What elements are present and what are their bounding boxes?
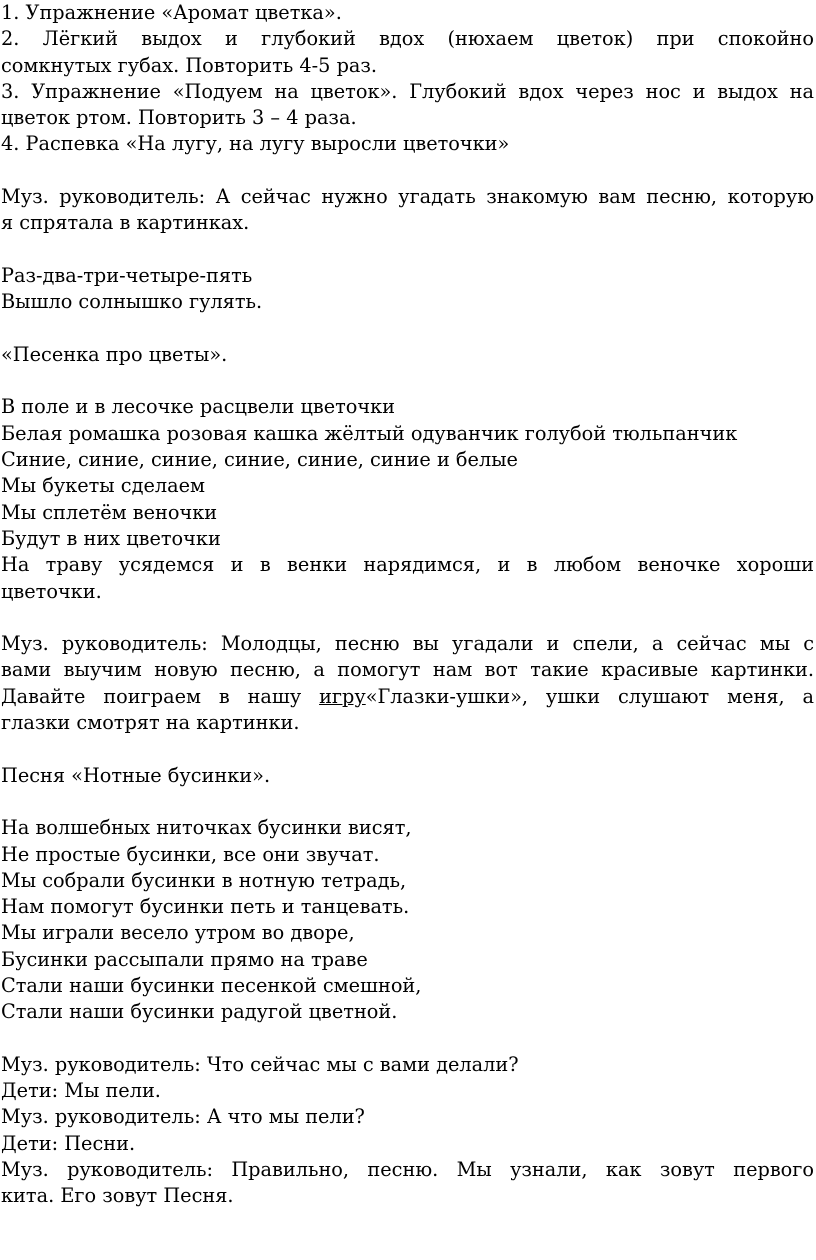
song-2-lyrics [1,815,814,1025]
song-1-line: На траву усядемся и в венки нарядимся, и в любом веночке хороши [1,553,814,577]
song-1-line: В поле и в лесочке расцвели цветочки [1,395,396,419]
praise-line-4: глазки смотрят на картинки. [1,711,300,735]
song-2-line: Стали наши бусинки песенкой смешной, [1,973,422,997]
paragraph-gap [1,789,814,815]
praise-line-2: вами выучим новую песню, а помогут нам вот такие красивые картинки. [1,658,814,682]
counting-line-2: Вышло солнышко гулять. [1,290,263,314]
praise-line-3-before: Давайте поиграем в нашу [1,684,320,708]
song-2-line: Мы играли весело утром во дворе, [1,921,355,945]
paragraph-gap [1,237,814,263]
paragraph-gap [1,605,814,631]
praise-line-3-after: «Глазки-ушки», ушки слушают меня, а [365,684,814,708]
exercise-item-1: 1. Упражнение «Аромат цветка». [1,1,342,24]
exercise-item-4: 4. Распевка «На лугу, на лугу выросли цветочки» [1,132,510,156]
paragraph-gap [1,316,814,342]
intro-paragraph [1,184,814,237]
paragraph-gap [1,368,814,394]
exercise-item-2-line-1: 2. Лёгкий выдох и глубокий вдох (нюхаем цветок) при спокойно [1,27,814,51]
song-1-line: Синие, синие, синие, синие, синие, синие и белые [1,448,518,472]
dialogue-line: Муз. руководитель: Что сейчас мы с вами делали? [1,1052,519,1076]
praise-line-3 [1,684,814,710]
song-1-line: Белая ромашка розовая кашка жёлтый одуванчик голубой тюльпанчик [1,421,738,445]
dialogue-line: Муз. руководитель: Правильно, песню. Мы узнали, как зовут первого [1,1158,814,1182]
song-1-line: Будут в них цветочки [1,526,221,550]
song-2-line: Нам помогут бусинки петь и танцевать. [1,895,410,919]
paragraph-gap [1,1026,814,1052]
dialogue-line: кита. Его зовут Песня. [1,1184,234,1208]
paragraph-gap [1,158,814,184]
dialogue-line: Дети: Мы пели. [1,1079,161,1103]
intro-line-1: Муз. руководитель: А сейчас нужно угадать знакомую вам песню, которую [1,185,814,209]
song-1-lyrics [1,394,814,604]
dialogue-line: Муз. руководитель: А что мы пели? [1,1105,365,1129]
song-2-line: Стали наши бусинки радугой цветной. [1,1000,398,1024]
exercise-list [1,0,814,158]
exercise-item-2-line-2: сомкнутых губах. Повторить 4-5 раз. [1,53,378,77]
song-2-line: На волшебных ниточках бусинки висят, [1,816,412,840]
song-1-title: «Песенка про цветы». [1,342,228,366]
game-link[interactable]: игру [319,684,366,708]
song-2-line: Мы собрали бусинки в нотную тетрадь, [1,868,407,892]
exercise-item-3-line-1: 3. Упражнение «Подуем на цветок». Глубокий вдох через нос и выдох на [1,79,814,103]
song-2-line: Бусинки рассыпали прямо на траве [1,947,368,971]
praise-paragraph [1,631,814,736]
paragraph-gap [1,736,814,762]
dialogue [1,1052,814,1210]
exercise-item-3-line-2: цветок ртом. Повторить 3 – 4 раза. [1,106,357,130]
praise-line-1: Муз. руководитель: Молодцы, песню вы угадали и спели, а сейчас мы с [1,632,814,656]
song-1-line: цветочки. [1,579,102,603]
song-1-line: Мы сплетём веночки [1,500,218,524]
song-2-title: Песня «Нотные бусинки». [1,763,271,787]
intro-line-2: я спрятала в картинках. [1,211,250,235]
counting-rhyme [1,263,814,316]
counting-line-1: Раз-два-три-четыре-пять [1,263,253,287]
song-2-line: Не простые бусинки, все они звучат. [1,842,380,866]
song-1-line: Мы букеты сделаем [1,474,206,498]
dialogue-line: Дети: Песни. [1,1131,136,1155]
